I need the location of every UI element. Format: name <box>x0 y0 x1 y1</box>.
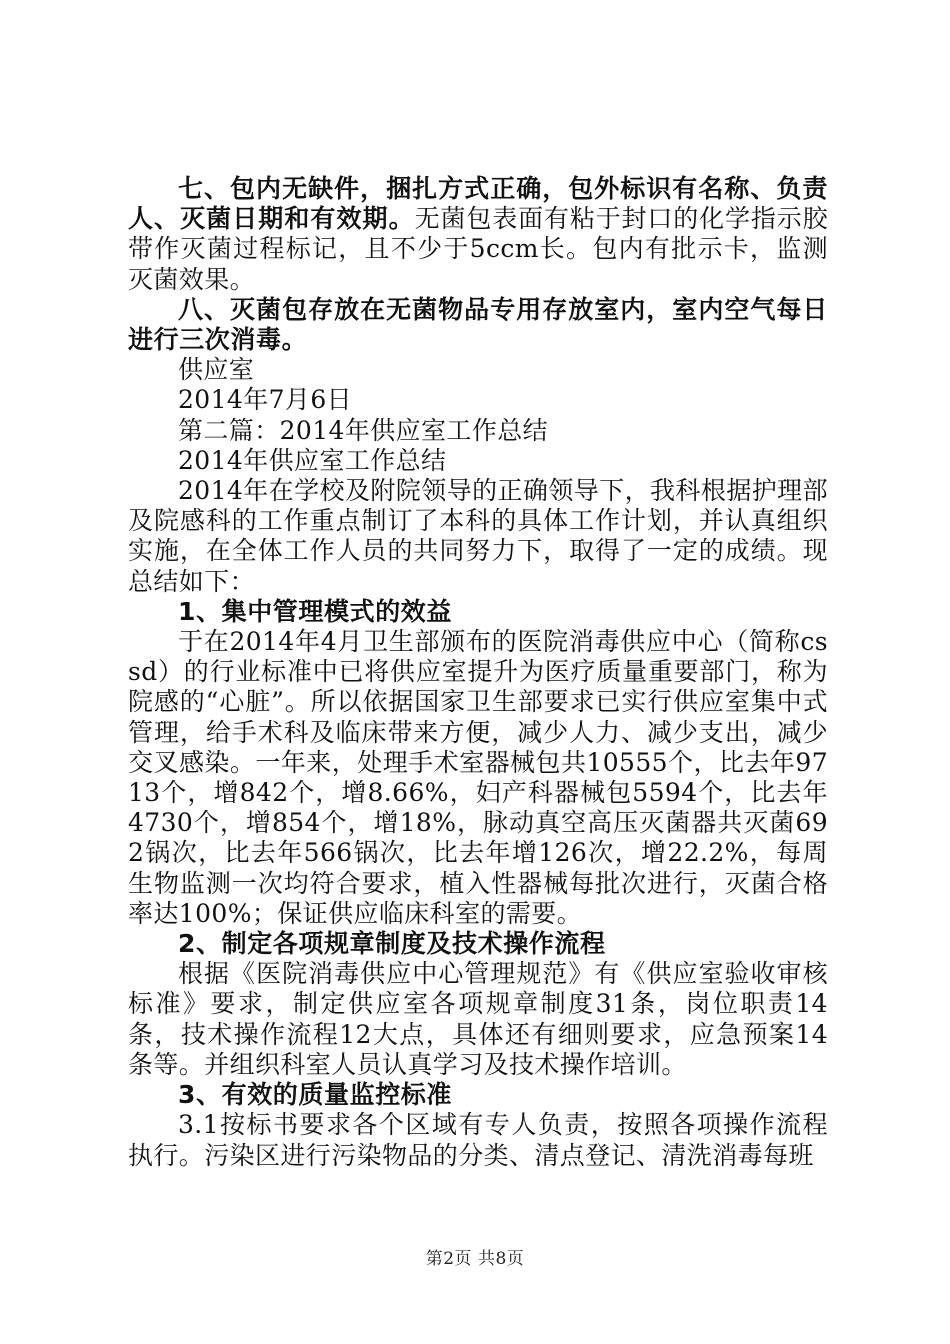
heading-1-text: 1、集中管理模式的效益 <box>178 596 452 626</box>
heading-1 <box>128 597 828 627</box>
signature-date-text: 2014年7月6日 <box>178 385 353 415</box>
paragraph-section-7 <box>128 174 828 295</box>
page-number: 第2页 共8页 <box>425 1249 525 1269</box>
paragraph-section-8 <box>128 295 828 355</box>
paragraph-1-body <box>128 627 828 929</box>
page-footer <box>0 1244 950 1269</box>
signature-date <box>128 385 828 415</box>
summary-title-text: 2014年供应室工作总结 <box>178 445 447 475</box>
paragraph-2-body <box>128 959 828 1080</box>
intro-text: 2014年在学校及附院领导的正确领导下，我科根据护理部及院感科的工作重点制订了本科的具体工作计划，并认真组织实施，在全体工作人员的共同努力下，取得了一定的成绩。现总结如下： <box>128 476 828 596</box>
paragraph-1-text: 于在2014年4月卫生部颁布的医院消毒供应中心（简称cssd）的行业标准中已将供应室提升为医疗质量重要部门，称为院感的“心脏”。所以依据国家卫生部要求已实行供应室集中式管理，给手术科及临床带来方便，减少人力、减少支出，减少交叉感染。一年来，处理手术室器械包共10555个，比去年9713个，增842个，增8.66%，妇产科器械包5594个，比去年4730个，增854个，增18%，脉动真空高压灭菌器共灭菌692锅次，比去年566锅次，比去年增126次，增22.2%，每周生物监测一次均符合要求，植入性器械每批次进行，灭菌合格率达100%；保证供应临床科室的需要。 <box>128 627 828 928</box>
signature-department-text: 供应室 <box>178 355 255 385</box>
paragraph-3-text: 3.1按标书要求各个区域有专人负责，按照各项操作流程执行。污染区进行污染物品的分类、清点登记、清洗消毒每班 <box>128 1110 828 1170</box>
signature-department <box>128 355 828 385</box>
heading-3 <box>128 1080 828 1110</box>
heading-2 <box>128 929 828 959</box>
chapter-title <box>128 416 828 446</box>
paragraph-3-body <box>128 1110 828 1170</box>
chapter-title-text: 第二篇：2014年供应室工作总结 <box>178 415 549 445</box>
heading-3-text: 3、有效的质量监控标准 <box>178 1080 452 1110</box>
document-body <box>128 174 828 1171</box>
paragraph-2-text: 根据《医院消毒供应中心管理规范》有《供应室验收审核标准》要求，制定供应室各项规章制度31条，岗位职责14条，技术操作流程12大点，具体还有细则要求，应急预案14条等。并组织科室人员认真学习及技术操作培训。 <box>128 959 828 1079</box>
heading-2-text: 2、制定各项规章制度及技术操作流程 <box>178 929 606 959</box>
summary-title <box>128 446 828 476</box>
section-7-text: 无菌包表面有粘于封口的化学指示胶带作灭菌过程标记，且不少于5ccm长。包内有批示卡，监测灭菌效果。 <box>128 204 828 294</box>
section-8-heading: 八、灭菌包存放在无菌物品专用存放室内，室内空气每日进行三次消毒。 <box>128 294 828 355</box>
intro-paragraph <box>128 476 828 597</box>
section-7-heading: 七、包内无缺件，捆扎方式正确，包外标识有名称、负责人、灭菌日期和有效期。 <box>128 174 828 234</box>
